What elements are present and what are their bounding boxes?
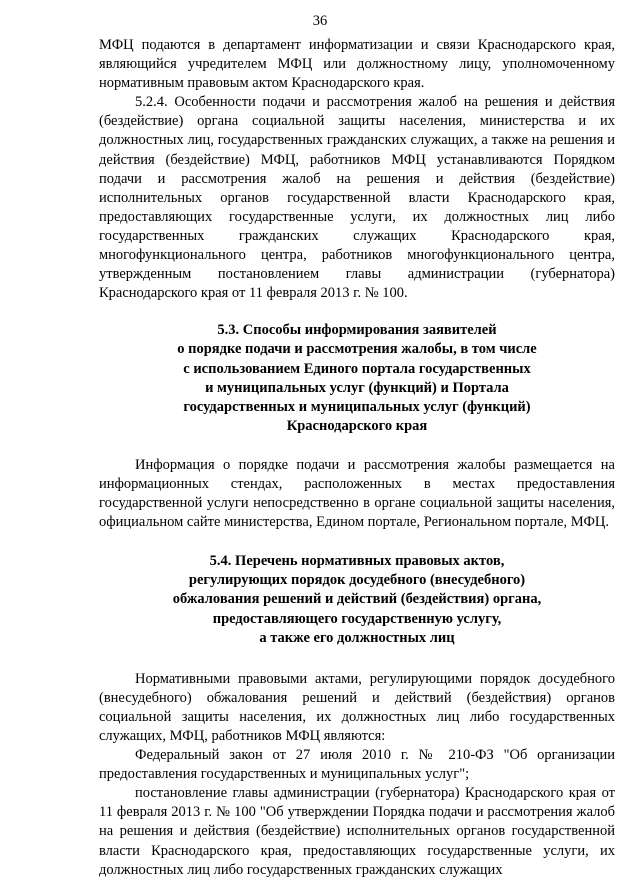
section-heading-5-3	[99, 321, 615, 436]
heading-line: государственных и муниципальных услуг (функций)	[183, 398, 531, 415]
heading-line: и муниципальных услуг (функций) и Портала	[205, 379, 509, 396]
paragraph-federal-law: Федеральный закон от 27 июля 2010 г. № 210-ФЗ "Об организации предоставления государственных и муниципальных услуг";	[99, 747, 615, 783]
heading-line: регулирующих порядок досудебного (внесудебного)	[188, 572, 526, 589]
heading-line: о порядке подачи и рассмотрения жалобы, в том числе	[177, 341, 537, 358]
heading-line: предоставляющего государственную услугу,	[212, 610, 502, 627]
paragraph-resolution: постановление главы администрации (губернатора) Краснодарского края от 11 февраля 2013 г. № 100 "Об утверждении Порядка подачи и рассмотрения жалоб на решения и действия (бездействие) исполнительных органов государственной власти Краснодарского края, предоставляющих государственные услуги, их должностных лиц либо государственных гражданских служащих	[99, 785, 615, 878]
paragraph-continuation: МФЦ подаются в департамент информатизации и связи Краснодарского края, являющийся учредителем МФЦ или должностному лицу, уполномоченному нормативным правовым актом Краснодарского края.	[99, 37, 615, 92]
page-content	[99, 36, 615, 880]
paragraph-5-3: Информация о порядке подачи и рассмотрения жалобы размещается на информационных стендах, расположенных в местах предоставления государственной услуги непосредственно в органе социальной защиты населения, официальном сайте министерства, Едином портале, Региональном портале, МФЦ.	[99, 456, 615, 531]
heading-line: а также его должностных лиц	[259, 629, 455, 646]
heading-line: 5.4. Перечень нормативных правовых актов,	[209, 553, 505, 570]
paragraph-5-4-intro: Нормативными правовыми актами, регулирующими порядок досудебного (внесудебного) обжалования решений и действий (бездействия) органов социальной защиты населения, их должностных лиц либо государственных служащих, МФЦ, работников МФЦ являются:	[99, 670, 615, 744]
section-heading-5-4	[99, 552, 615, 647]
heading-line: с использованием Единого портала государственных	[183, 360, 531, 377]
page-number: 36	[312, 13, 328, 29]
heading-line: 5.3. Способы информирования заявителей	[217, 322, 497, 339]
paragraph-5-2-4: 5.2.4. Особенности подачи и рассмотрения жалоб на решения и действия (бездействие) органа социальной защиты населения, министерства и их должностных лиц, государственных гражданских служащих, а также на решения и действия (бездействие) МФЦ, работников МФЦ устанавливаются Порядком подачи и рассмотрения жалоб на решения и действия (бездействие) исполнительных органов государственной власти Краснодарского края, предоставляющих государственные услуги, их должностных лиц либо государственных гражданских служащих Краснодарского края, многофункционального центра, работников многофункционального центра, утвержденным постановлением главы администрации (губернатора) Краснодарского края от 11 февраля 2013 г. № 100.	[99, 94, 615, 302]
heading-line: обжалования решений и действий (бездействия) органа,	[172, 591, 542, 608]
heading-line: Краснодарского края	[286, 417, 428, 434]
